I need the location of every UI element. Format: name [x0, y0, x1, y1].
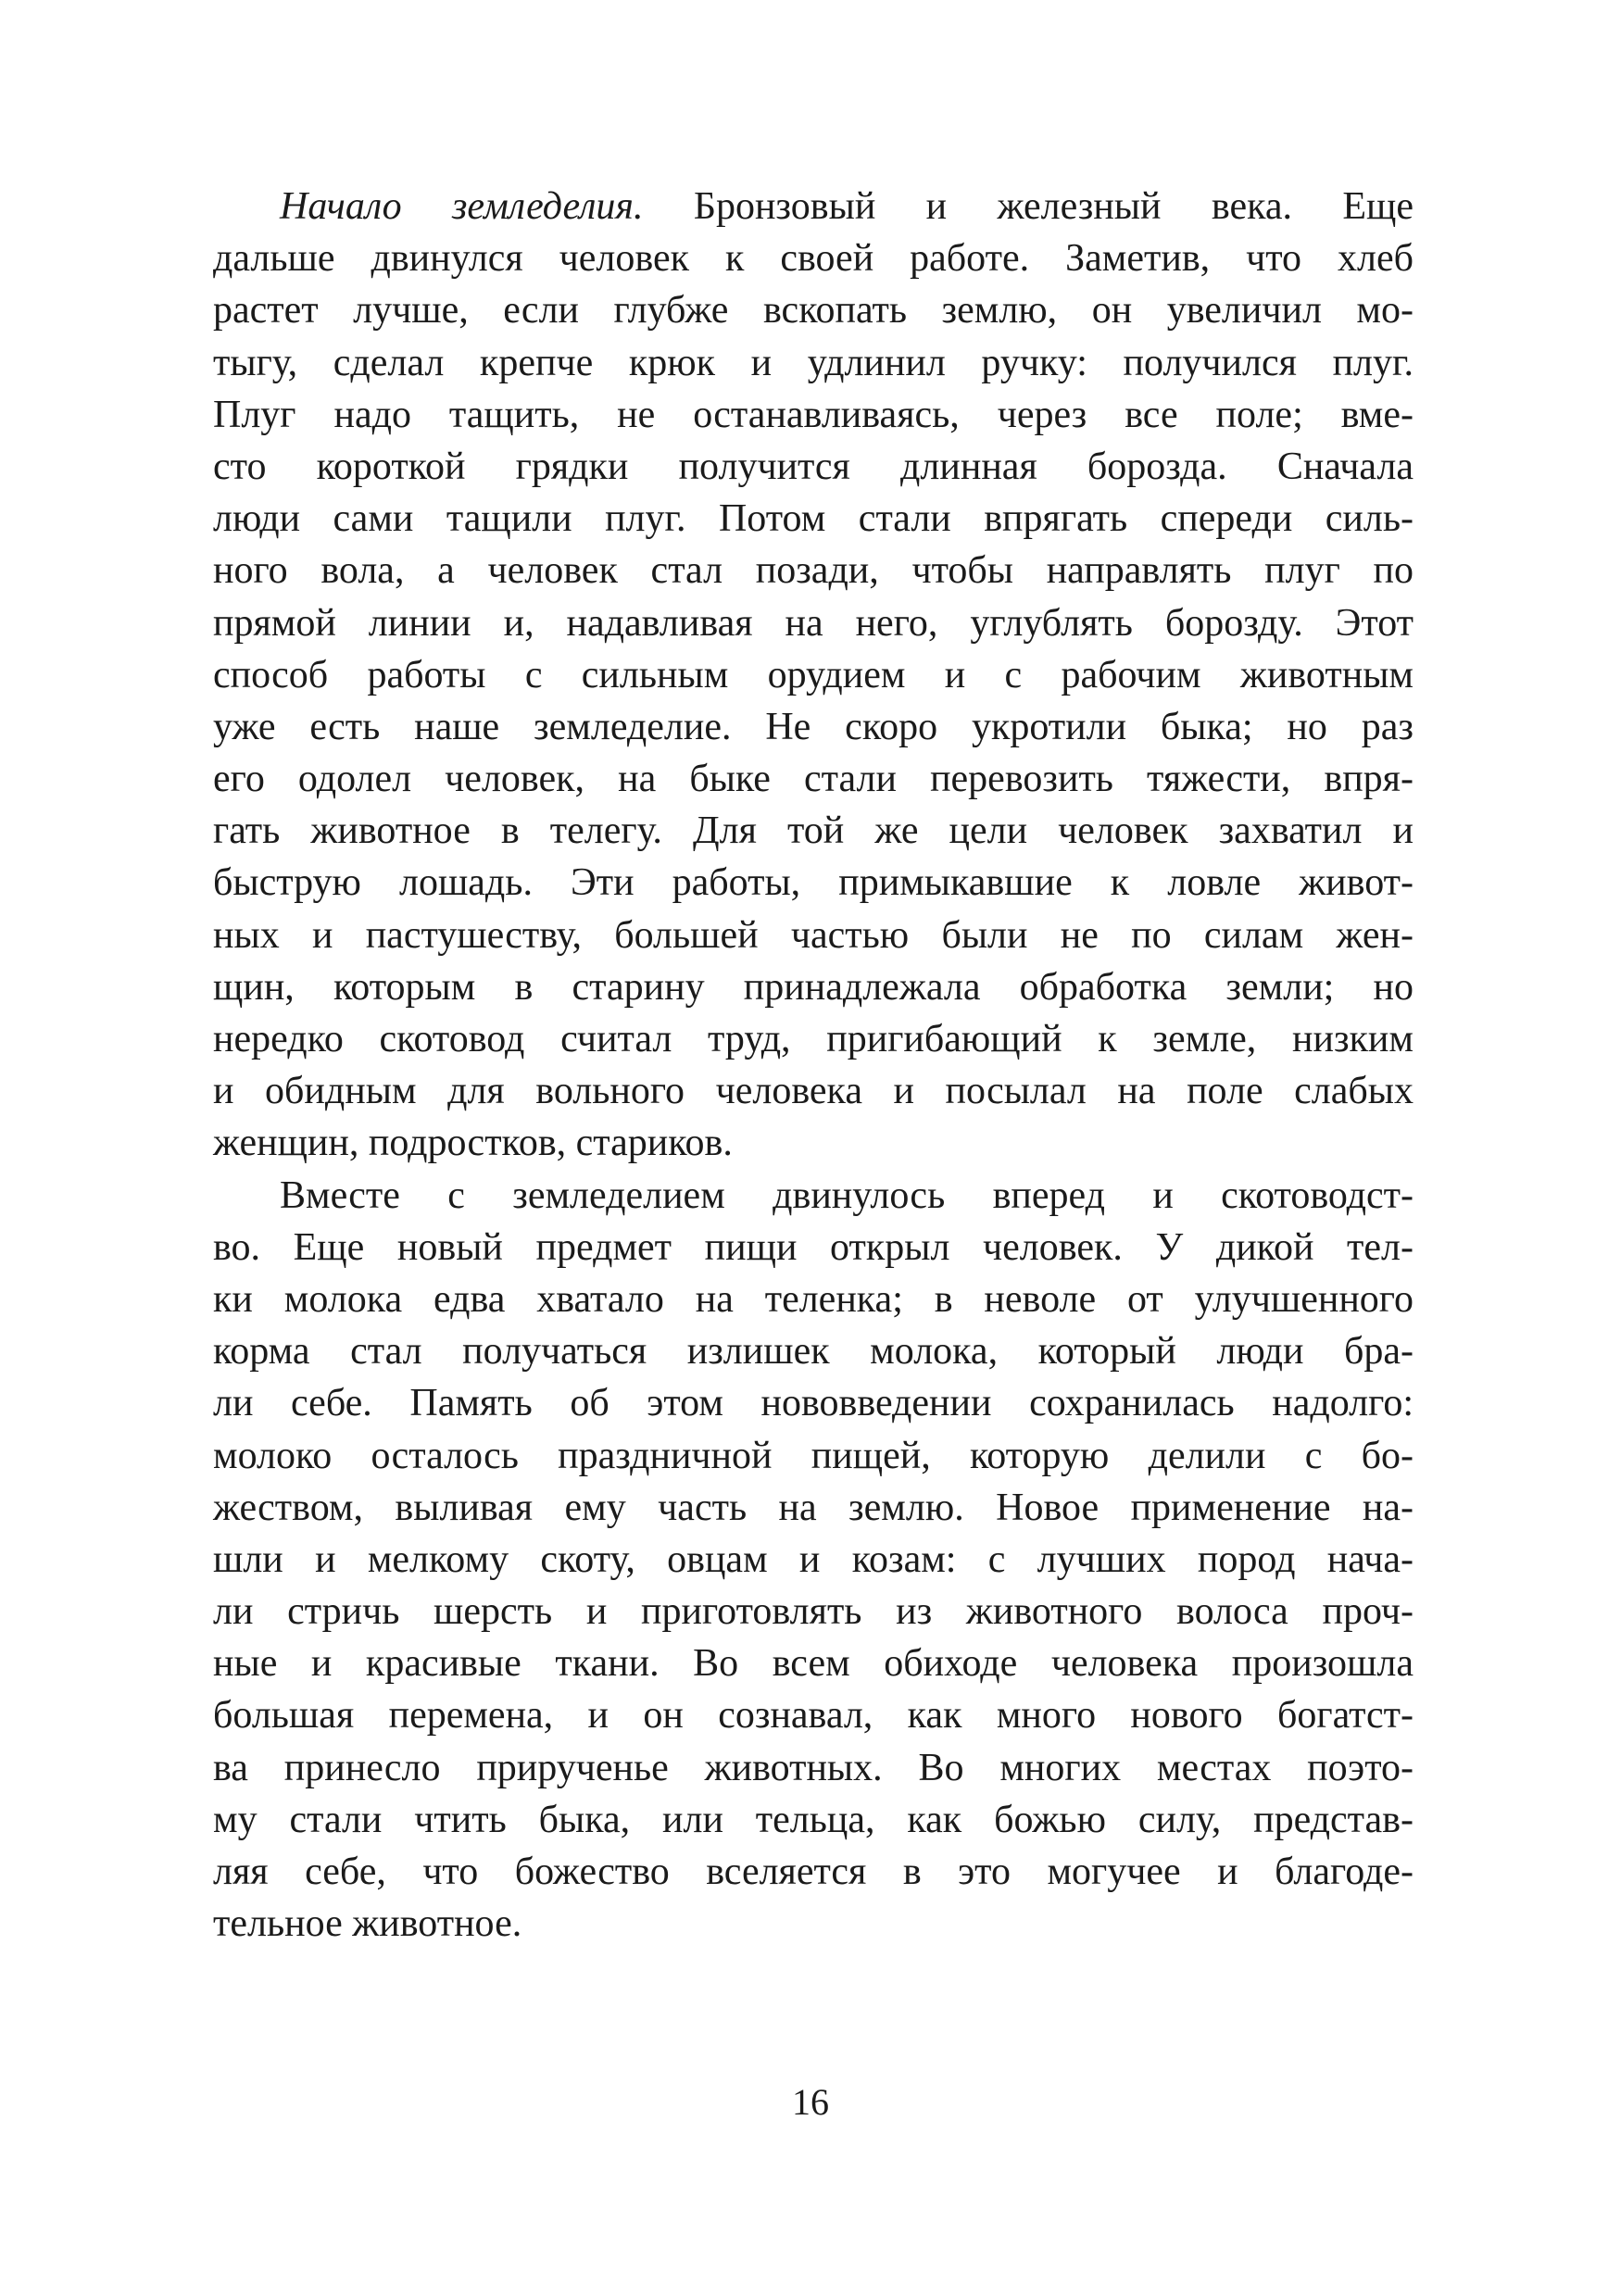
text-line: ли себе. Память об этом нововведении сохранилась надолго: — [213, 1382, 1414, 1425]
text-line — [213, 181, 1414, 232]
text-line: во. Еще новый предмет пищи открыл человек. У дикой тел- — [213, 1225, 1414, 1269]
text-line: ли стричь шерсть и приготовлять из животного волоса проч- — [213, 1590, 1414, 1634]
text-line: тельное животное. — [213, 1902, 522, 1946]
text-line: его одолел человек, на быке стали перевозить тяжести, впря- — [213, 758, 1414, 801]
text-line: ки молока едва хватало на теленка; в неволе от улучшенного — [213, 1277, 1414, 1321]
text-line: прямой линии и, надавливая на него, углублять борозду. Этот — [213, 601, 1414, 645]
text-line: уже есть наше земледелие. Не скоро укротили быка; но раз — [213, 705, 1414, 748]
text-line: растет лучше, если глубже вскопать землю, он увеличил мо- — [213, 289, 1414, 332]
text-line: щин, которым в старину принадлежала обработка земли; но — [213, 965, 1414, 1009]
text-line: сто короткой грядки получится длинная борозда. Сначала — [213, 445, 1414, 488]
text-line: женщин, подростков, стариков. — [213, 1122, 733, 1165]
text-line: молоко осталось праздничной пищей, которую делили с бо- — [213, 1434, 1414, 1477]
text-line-content: Бронзовый и железный века. Еще — [693, 185, 1414, 228]
text-line: нередко скотовод считал труд, пригибающий к земле, низким — [213, 1018, 1414, 1060]
text-line: люди сами тащили плуг. Потом стали впрягать спереди силь- — [213, 497, 1414, 541]
text-line: быструю лошадь. Эти работы, примыкавшие к ловле живот- — [213, 861, 1414, 905]
text-line: дальше двинулся человек к своей работе. Заметив, что хлеб — [213, 237, 1414, 281]
text-line: Вместе с земледелием двинулось вперед и скотоводст- — [280, 1173, 1414, 1217]
text-line: способ работы с сильным орудием и с рабочим животным — [213, 653, 1414, 696]
text-line: ного вола, а человек стал позади, чтобы направлять плуг по — [213, 549, 1414, 593]
text-line: ных и пастушеству, большей частью были не по силам жен- — [213, 913, 1414, 957]
text-line: гать животное в телегу. Для той же цели человек захватил и — [213, 809, 1414, 853]
body-text — [213, 181, 1414, 1950]
text-line: жеством, выливая ему часть на землю. Новое применение на- — [213, 1486, 1414, 1529]
text-line: ва принесло прирученье животных. Во многих местах поэто- — [213, 1746, 1414, 1789]
page-number: 16 — [792, 2081, 829, 2123]
text-line: ные и красивые ткани. Во всем обиходе человека произошла — [213, 1642, 1414, 1686]
text-line: большая перемена, и он сознавал, как много нового богатст- — [213, 1694, 1414, 1738]
text-line: му стали чтить быка, или тельца, как божью силу, представ- — [213, 1798, 1414, 1841]
text-line: Плуг надо тащить, не останавливаясь, через все поле; вме- — [213, 393, 1414, 436]
text-line: шли и мелкому скоту, овцам и козам: с лучших пород нача- — [213, 1537, 1414, 1581]
text-line: и обидным для вольного человека и посылал на поле слабых — [213, 1070, 1414, 1113]
text-line: ляя себе, что божество вселяется в это могучее и благоде- — [213, 1851, 1414, 1893]
text-line: корма стал получаться излишек молока, который люди бра- — [213, 1330, 1414, 1374]
section-heading: Начало земледелия. — [280, 185, 644, 228]
text-line: тыгу, сделал крепче крюк и удлинил ручку: получился плуг. — [213, 341, 1414, 384]
